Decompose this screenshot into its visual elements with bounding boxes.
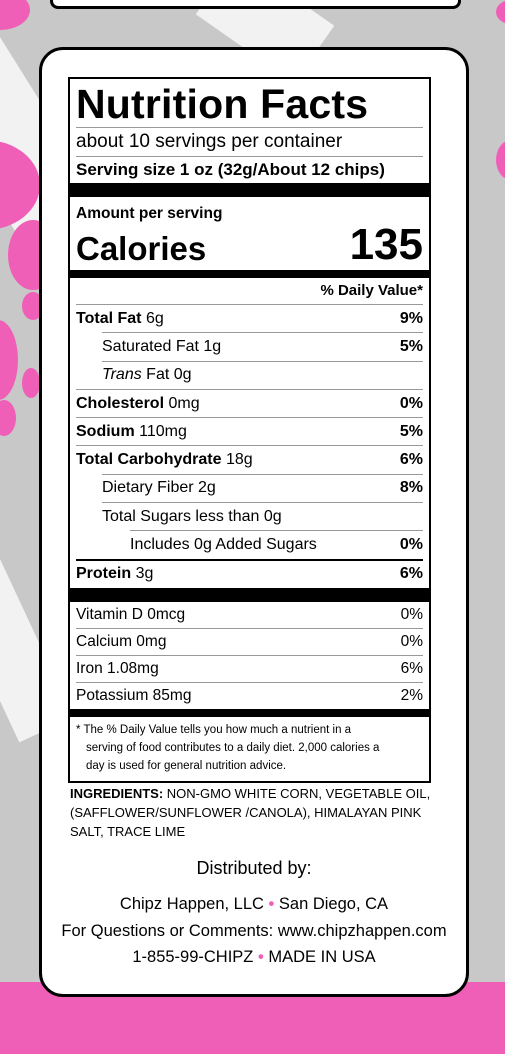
nutrient-dv: 6% <box>399 451 423 469</box>
daily-value-footnote <box>76 717 423 781</box>
distributed-by-heading: Distributed by: <box>196 858 312 878</box>
pink-dot-decoration <box>0 0 30 30</box>
nutrient-name: Total Carbohydrate <box>76 451 222 469</box>
nutrient-row-added-sugars <box>130 530 423 558</box>
vitamin-dv: 0% <box>400 632 423 650</box>
nutrient-row-total-sugars <box>102 502 423 530</box>
nutrient-row-sodium <box>76 417 423 445</box>
nutrient-dv: 0% <box>399 394 423 412</box>
nutrient-amount: 6g <box>145 309 164 327</box>
phone-number: 1-855-99-CHIPZ <box>132 948 254 966</box>
calories-row <box>76 220 423 269</box>
calories-value: 135 <box>349 220 423 269</box>
nutrient-amount: 18g <box>225 451 253 469</box>
vitamin-name: Calcium 0mg <box>76 632 167 650</box>
nutrient-name: Total Fat <box>76 309 142 327</box>
vitamin-dv: 6% <box>400 659 423 677</box>
bullet-separator: • <box>268 895 275 913</box>
nutrient-dv: 5% <box>399 337 423 355</box>
nutrient-name: Total Sugars less than <box>102 507 260 525</box>
nutrient-amount: 1g <box>203 337 222 355</box>
amount-per-serving: Amount per serving <box>76 205 223 222</box>
nutrient-dv: 9% <box>399 309 423 327</box>
company-line <box>42 892 466 916</box>
nutrient-row-cholesterol <box>76 389 423 417</box>
footnote-line: day is used for general nutrition advice. <box>86 759 287 772</box>
vitamin-row-vitamin-d <box>76 602 423 628</box>
nutrition-facts-title: Nutrition Facts <box>76 81 369 127</box>
medium-divider <box>70 270 429 278</box>
made-in-usa: MADE IN USA <box>268 948 376 966</box>
ingredients-heading: INGREDIENTS: <box>70 786 164 801</box>
servings-per-container: about 10 servings per container <box>76 127 423 156</box>
ingredients-list <box>70 784 442 841</box>
nutrient-name: Includes 0g Added Sugars <box>130 536 317 554</box>
footnote-line: * The % Daily Value tells you how much a nutrient in a <box>76 723 352 736</box>
nutrient-amount: 3g <box>135 565 154 583</box>
nutrient-dv: 5% <box>399 422 423 440</box>
vitamin-dv: 0% <box>400 605 423 623</box>
bullet-separator: • <box>257 948 264 966</box>
nutrient-row-dietary-fiber <box>102 474 423 502</box>
vitamin-row-iron <box>76 655 423 682</box>
footnote-line: serving of food contributes to a daily diet. 2,000 calories a <box>86 741 380 754</box>
vitamin-name: Potassium 85mg <box>76 686 192 704</box>
nutrient-row-total-carbohydrate <box>76 445 423 473</box>
nutrient-name: Protein <box>76 565 132 583</box>
nutrient-amount: Fat 0g <box>146 366 192 384</box>
calories-label: Calories <box>76 230 207 267</box>
pink-dot-decoration <box>0 320 18 400</box>
phone-line <box>42 945 466 969</box>
top-panel-edge <box>50 0 461 9</box>
pink-dot-decoration <box>496 0 505 24</box>
vitamin-row-potassium <box>76 682 423 709</box>
nutrient-name: Saturated Fat <box>102 337 199 355</box>
nutrient-row-total-fat <box>76 304 423 332</box>
medium-divider <box>70 709 429 717</box>
nutrient-name: Trans <box>102 366 142 384</box>
nutrient-name: Sodium <box>76 422 135 440</box>
nutrition-facts-label <box>68 77 431 783</box>
pink-dot-decoration <box>22 368 40 398</box>
nutrient-dv: 0% <box>399 536 423 554</box>
nutrient-name: Dietary Fiber <box>102 479 194 497</box>
vitamin-name: Iron 1.08mg <box>76 659 159 677</box>
nutrient-dv: 6% <box>399 565 423 583</box>
thick-divider <box>70 183 429 197</box>
thick-divider <box>70 588 429 602</box>
package-back-panel <box>39 47 469 997</box>
nutrient-amount: 0g <box>263 507 282 525</box>
serving-size: Serving size 1 oz (32g/About 12 chips) <box>76 156 423 183</box>
pink-dot-decoration <box>496 140 505 180</box>
nutrient-row-saturated-fat <box>102 332 423 360</box>
vitamin-dv: 2% <box>400 686 423 704</box>
pink-dot-decoration <box>0 400 16 436</box>
contact-line: For Questions or Comments: www.chipzhappen.com <box>61 922 447 940</box>
nutrient-dv: 8% <box>399 479 423 497</box>
nutrient-row-protein <box>76 559 423 588</box>
daily-value-header: % Daily Value* <box>320 282 423 299</box>
company-name: Chipz Happen, LLC <box>119 895 264 913</box>
vitamin-row-calcium <box>76 628 423 655</box>
ingredients-text: NON-GMO WHITE CORN, VEGETABLE OIL, (SAFFLOWER/SUNFLOWER /CANOLA), HIMALAYAN PINK SALT, TRACE LIME <box>70 786 431 839</box>
nutrient-amount: 0mg <box>168 394 200 412</box>
company-city: San Diego, CA <box>278 895 389 913</box>
nutrient-amount: 2g <box>198 479 216 497</box>
nutrient-row-trans-fat <box>102 361 423 389</box>
nutrient-amount: 110mg <box>139 422 187 440</box>
vitamin-name: Vitamin D 0mcg <box>76 605 186 623</box>
nutrient-name: Cholesterol <box>76 394 165 412</box>
